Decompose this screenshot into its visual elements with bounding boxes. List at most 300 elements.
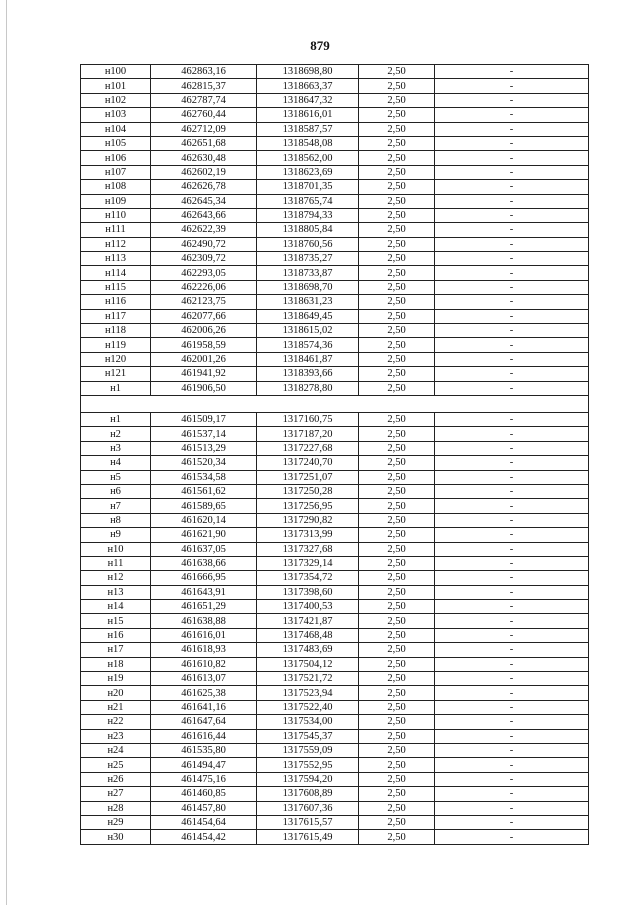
point-name-cell: н29 <box>81 815 151 829</box>
y-coordinate-cell: 1318663,37 <box>257 79 359 93</box>
separator-cell <box>81 395 589 412</box>
table-row <box>81 499 589 513</box>
table-row <box>81 830 589 844</box>
point-name-cell: н105 <box>81 136 151 150</box>
table-row <box>81 108 589 122</box>
y-coordinate-cell: 1317608,89 <box>257 787 359 801</box>
note-cell: - <box>435 93 589 107</box>
x-coordinate-cell: 462712,09 <box>151 122 257 136</box>
note-cell: - <box>435 412 589 426</box>
note-cell: - <box>435 743 589 757</box>
accuracy-cell: 2,50 <box>359 801 435 815</box>
y-coordinate-cell: 1318616,01 <box>257 108 359 122</box>
accuracy-cell: 2,50 <box>359 295 435 309</box>
x-coordinate-cell: 462815,37 <box>151 79 257 93</box>
point-name-cell: н6 <box>81 484 151 498</box>
x-coordinate-cell: 461454,64 <box>151 815 257 829</box>
point-name-cell: н116 <box>81 295 151 309</box>
x-coordinate-cell: 461535,80 <box>151 743 257 757</box>
y-coordinate-cell: 1317534,00 <box>257 715 359 729</box>
point-name-cell: н17 <box>81 643 151 657</box>
accuracy-cell: 2,50 <box>359 165 435 179</box>
accuracy-cell: 2,50 <box>359 772 435 786</box>
x-coordinate-cell: 461454,42 <box>151 830 257 844</box>
accuracy-cell: 2,50 <box>359 815 435 829</box>
y-coordinate-cell: 1317521,72 <box>257 672 359 686</box>
accuracy-cell: 2,50 <box>359 614 435 628</box>
table-row <box>81 427 589 441</box>
note-cell: - <box>435 180 589 194</box>
note-cell: - <box>435 686 589 700</box>
y-coordinate-cell: 1318548,08 <box>257 136 359 150</box>
accuracy-cell: 2,50 <box>359 108 435 122</box>
note-cell: - <box>435 309 589 323</box>
point-name-cell: н8 <box>81 513 151 527</box>
x-coordinate-cell: 461638,88 <box>151 614 257 628</box>
point-name-cell: н110 <box>81 208 151 222</box>
page-edge-line <box>6 0 7 905</box>
y-coordinate-cell: 1317607,36 <box>257 801 359 815</box>
y-coordinate-cell: 1317240,70 <box>257 456 359 470</box>
accuracy-cell: 2,50 <box>359 715 435 729</box>
x-coordinate-cell: 461643,91 <box>151 585 257 599</box>
accuracy-cell: 2,50 <box>359 528 435 542</box>
point-name-cell: н21 <box>81 700 151 714</box>
y-coordinate-cell: 1318574,36 <box>257 338 359 352</box>
x-coordinate-cell: 462626,78 <box>151 180 257 194</box>
y-coordinate-cell: 1317594,20 <box>257 772 359 786</box>
table-row <box>81 513 589 527</box>
point-name-cell: н30 <box>81 830 151 844</box>
accuracy-cell: 2,50 <box>359 787 435 801</box>
accuracy-cell: 2,50 <box>359 600 435 614</box>
point-name-cell: н23 <box>81 729 151 743</box>
point-name-cell: н28 <box>81 801 151 815</box>
point-name-cell: н119 <box>81 338 151 352</box>
table-row <box>81 657 589 671</box>
accuracy-cell: 2,50 <box>359 686 435 700</box>
accuracy-cell: 2,50 <box>359 585 435 599</box>
table-row <box>81 208 589 222</box>
note-cell: - <box>435 700 589 714</box>
x-coordinate-cell: 462643,66 <box>151 208 257 222</box>
accuracy-cell: 2,50 <box>359 412 435 426</box>
note-cell: - <box>435 427 589 441</box>
x-coordinate-cell: 462490,72 <box>151 237 257 251</box>
y-coordinate-cell: 1318647,32 <box>257 93 359 107</box>
note-cell: - <box>435 338 589 352</box>
accuracy-cell: 2,50 <box>359 456 435 470</box>
table-row <box>81 571 589 585</box>
point-name-cell: н1 <box>81 381 151 395</box>
accuracy-cell: 2,50 <box>359 470 435 484</box>
accuracy-cell: 2,50 <box>359 223 435 237</box>
x-coordinate-cell: 462787,74 <box>151 93 257 107</box>
accuracy-cell: 2,50 <box>359 758 435 772</box>
point-name-cell: н18 <box>81 657 151 671</box>
accuracy-cell: 2,50 <box>359 484 435 498</box>
x-coordinate-cell: 461475,16 <box>151 772 257 786</box>
note-cell: - <box>435 787 589 801</box>
y-coordinate-cell: 1318765,74 <box>257 194 359 208</box>
note-cell: - <box>435 801 589 815</box>
table-row <box>81 223 589 237</box>
note-cell: - <box>435 381 589 395</box>
x-coordinate-cell: 462123,75 <box>151 295 257 309</box>
x-coordinate-cell: 461509,17 <box>151 412 257 426</box>
table-row <box>81 614 589 628</box>
accuracy-cell: 2,50 <box>359 427 435 441</box>
note-cell: - <box>435 815 589 829</box>
x-coordinate-cell: 462645,34 <box>151 194 257 208</box>
y-coordinate-cell: 1318698,80 <box>257 65 359 79</box>
note-cell: - <box>435 470 589 484</box>
x-coordinate-cell: 461589,65 <box>151 499 257 513</box>
table-row <box>81 729 589 743</box>
note-cell: - <box>435 441 589 455</box>
point-name-cell: н118 <box>81 324 151 338</box>
note-cell: - <box>435 79 589 93</box>
note-cell: - <box>435 772 589 786</box>
y-coordinate-cell: 1317329,14 <box>257 556 359 570</box>
x-coordinate-cell: 461647,64 <box>151 715 257 729</box>
accuracy-cell: 2,50 <box>359 513 435 527</box>
point-name-cell: н13 <box>81 585 151 599</box>
accuracy-cell: 2,50 <box>359 180 435 194</box>
note-cell: - <box>435 643 589 657</box>
note-cell: - <box>435 614 589 628</box>
y-coordinate-cell: 1317523,94 <box>257 686 359 700</box>
y-coordinate-cell: 1317545,37 <box>257 729 359 743</box>
x-coordinate-cell: 462863,16 <box>151 65 257 79</box>
table-row <box>81 470 589 484</box>
y-coordinate-cell: 1318587,57 <box>257 122 359 136</box>
y-coordinate-cell: 1317615,49 <box>257 830 359 844</box>
accuracy-cell: 2,50 <box>359 542 435 556</box>
table-row <box>81 801 589 815</box>
point-name-cell: н1 <box>81 412 151 426</box>
note-cell: - <box>435 628 589 642</box>
y-coordinate-cell: 1317187,20 <box>257 427 359 441</box>
y-coordinate-cell: 1318461,87 <box>257 352 359 366</box>
point-name-cell: н111 <box>81 223 151 237</box>
accuracy-cell: 2,50 <box>359 122 435 136</box>
point-name-cell: н101 <box>81 79 151 93</box>
table-row <box>81 151 589 165</box>
point-name-cell: н9 <box>81 528 151 542</box>
table-row <box>81 352 589 366</box>
y-coordinate-cell: 1318631,23 <box>257 295 359 309</box>
point-name-cell: н12 <box>81 571 151 585</box>
note-cell: - <box>435 513 589 527</box>
note-cell: - <box>435 571 589 585</box>
point-name-cell: н4 <box>81 456 151 470</box>
note-cell: - <box>435 252 589 266</box>
accuracy-cell: 2,50 <box>359 381 435 395</box>
y-coordinate-cell: 1318562,00 <box>257 151 359 165</box>
x-coordinate-cell: 461618,93 <box>151 643 257 657</box>
note-cell: - <box>435 324 589 338</box>
point-name-cell: н103 <box>81 108 151 122</box>
accuracy-cell: 2,50 <box>359 65 435 79</box>
accuracy-cell: 2,50 <box>359 743 435 757</box>
accuracy-cell: 2,50 <box>359 352 435 366</box>
point-name-cell: н3 <box>81 441 151 455</box>
x-coordinate-cell: 462077,66 <box>151 309 257 323</box>
x-coordinate-cell: 461620,14 <box>151 513 257 527</box>
y-coordinate-cell: 1317504,12 <box>257 657 359 671</box>
y-coordinate-cell: 1318698,70 <box>257 280 359 294</box>
accuracy-cell: 2,50 <box>359 252 435 266</box>
note-cell: - <box>435 600 589 614</box>
point-name-cell: н10 <box>81 542 151 556</box>
point-name-cell: н115 <box>81 280 151 294</box>
note-cell: - <box>435 165 589 179</box>
accuracy-cell: 2,50 <box>359 237 435 251</box>
y-coordinate-cell: 1317227,68 <box>257 441 359 455</box>
point-name-cell: н2 <box>81 427 151 441</box>
y-coordinate-cell: 1317327,68 <box>257 542 359 556</box>
point-name-cell: н100 <box>81 65 151 79</box>
accuracy-cell: 2,50 <box>359 309 435 323</box>
note-cell: - <box>435 122 589 136</box>
table-row <box>81 324 589 338</box>
note-cell: - <box>435 223 589 237</box>
table-row <box>81 309 589 323</box>
point-name-cell: н121 <box>81 367 151 381</box>
accuracy-cell: 2,50 <box>359 151 435 165</box>
note-cell: - <box>435 499 589 513</box>
y-coordinate-cell: 1318733,87 <box>257 266 359 280</box>
table-row <box>81 266 589 280</box>
table-row <box>81 237 589 251</box>
y-coordinate-cell: 1317250,28 <box>257 484 359 498</box>
table-row <box>81 65 589 79</box>
x-coordinate-cell: 462760,44 <box>151 108 257 122</box>
accuracy-cell: 2,50 <box>359 367 435 381</box>
point-name-cell: н15 <box>81 614 151 628</box>
table-row <box>81 295 589 309</box>
point-name-cell: н11 <box>81 556 151 570</box>
table-row <box>81 758 589 772</box>
y-coordinate-cell: 1317421,87 <box>257 614 359 628</box>
y-coordinate-cell: 1317522,40 <box>257 700 359 714</box>
y-coordinate-cell: 1318805,84 <box>257 223 359 237</box>
note-cell: - <box>435 672 589 686</box>
point-name-cell: н114 <box>81 266 151 280</box>
accuracy-cell: 2,50 <box>359 628 435 642</box>
x-coordinate-cell: 461625,38 <box>151 686 257 700</box>
point-name-cell: н112 <box>81 237 151 251</box>
note-cell: - <box>435 280 589 294</box>
y-coordinate-cell: 1318760,56 <box>257 237 359 251</box>
point-name-cell: н27 <box>81 787 151 801</box>
accuracy-cell: 2,50 <box>359 136 435 150</box>
note-cell: - <box>435 729 589 743</box>
table-row <box>81 367 589 381</box>
x-coordinate-cell: 461666,95 <box>151 571 257 585</box>
point-name-cell: н25 <box>81 758 151 772</box>
accuracy-cell: 2,50 <box>359 729 435 743</box>
x-coordinate-cell: 462602,19 <box>151 165 257 179</box>
accuracy-cell: 2,50 <box>359 700 435 714</box>
accuracy-cell: 2,50 <box>359 571 435 585</box>
table-row <box>81 715 589 729</box>
x-coordinate-cell: 461641,16 <box>151 700 257 714</box>
x-coordinate-cell: 461621,90 <box>151 528 257 542</box>
note-cell: - <box>435 484 589 498</box>
note-cell: - <box>435 556 589 570</box>
y-coordinate-cell: 1317256,95 <box>257 499 359 513</box>
y-coordinate-cell: 1318649,45 <box>257 309 359 323</box>
table-row <box>81 600 589 614</box>
point-name-cell: н120 <box>81 352 151 366</box>
table-row <box>81 815 589 829</box>
point-name-cell: н108 <box>81 180 151 194</box>
table-row <box>81 165 589 179</box>
note-cell: - <box>435 715 589 729</box>
note-cell: - <box>435 65 589 79</box>
accuracy-cell: 2,50 <box>359 266 435 280</box>
point-name-cell: н106 <box>81 151 151 165</box>
table-row <box>81 441 589 455</box>
y-coordinate-cell: 1317313,99 <box>257 528 359 542</box>
table-row <box>81 686 589 700</box>
table-row <box>81 180 589 194</box>
x-coordinate-cell: 461561,62 <box>151 484 257 498</box>
accuracy-cell: 2,50 <box>359 672 435 686</box>
table-row <box>81 556 589 570</box>
point-name-cell: н102 <box>81 93 151 107</box>
table-row <box>81 672 589 686</box>
point-name-cell: н5 <box>81 470 151 484</box>
accuracy-cell: 2,50 <box>359 324 435 338</box>
point-name-cell: н7 <box>81 499 151 513</box>
table-row <box>81 484 589 498</box>
table-row <box>81 280 589 294</box>
page-number: 879 <box>310 38 330 53</box>
point-name-cell: н20 <box>81 686 151 700</box>
y-coordinate-cell: 1318701,35 <box>257 180 359 194</box>
x-coordinate-cell: 461537,14 <box>151 427 257 441</box>
accuracy-cell: 2,50 <box>359 643 435 657</box>
table-row <box>81 585 589 599</box>
point-name-cell: н104 <box>81 122 151 136</box>
y-coordinate-cell: 1318623,69 <box>257 165 359 179</box>
note-cell: - <box>435 136 589 150</box>
x-coordinate-cell: 461534,58 <box>151 470 257 484</box>
table-row <box>81 194 589 208</box>
table-row <box>81 787 589 801</box>
note-cell: - <box>435 528 589 542</box>
y-coordinate-cell: 1317290,82 <box>257 513 359 527</box>
note-cell: - <box>435 352 589 366</box>
note-cell: - <box>435 208 589 222</box>
note-cell: - <box>435 585 589 599</box>
accuracy-cell: 2,50 <box>359 830 435 844</box>
y-coordinate-cell: 1318278,80 <box>257 381 359 395</box>
table-row <box>81 456 589 470</box>
table-row <box>81 79 589 93</box>
table-row <box>81 743 589 757</box>
coordinates-table <box>80 64 589 845</box>
x-coordinate-cell: 461494,47 <box>151 758 257 772</box>
y-coordinate-cell: 1318615,02 <box>257 324 359 338</box>
x-coordinate-cell: 461958,59 <box>151 338 257 352</box>
table-row <box>81 643 589 657</box>
accuracy-cell: 2,50 <box>359 338 435 352</box>
x-coordinate-cell: 461941,92 <box>151 367 257 381</box>
y-coordinate-cell: 1317160,75 <box>257 412 359 426</box>
x-coordinate-cell: 462622,39 <box>151 223 257 237</box>
x-coordinate-cell: 461906,50 <box>151 381 257 395</box>
note-cell: - <box>435 657 589 671</box>
point-name-cell: н107 <box>81 165 151 179</box>
x-coordinate-cell: 461610,82 <box>151 657 257 671</box>
note-cell: - <box>435 266 589 280</box>
x-coordinate-cell: 461638,66 <box>151 556 257 570</box>
y-coordinate-cell: 1317468,48 <box>257 628 359 642</box>
table-row <box>81 628 589 642</box>
note-cell: - <box>435 367 589 381</box>
table-row <box>81 93 589 107</box>
note-cell: - <box>435 237 589 251</box>
x-coordinate-cell: 462651,68 <box>151 136 257 150</box>
accuracy-cell: 2,50 <box>359 208 435 222</box>
y-coordinate-cell: 1317615,57 <box>257 815 359 829</box>
point-name-cell: н26 <box>81 772 151 786</box>
x-coordinate-cell: 462309,72 <box>151 252 257 266</box>
y-coordinate-cell: 1318794,33 <box>257 208 359 222</box>
x-coordinate-cell: 462226,06 <box>151 280 257 294</box>
y-coordinate-cell: 1318393,66 <box>257 367 359 381</box>
x-coordinate-cell: 462293,05 <box>151 266 257 280</box>
table-row <box>81 122 589 136</box>
table-row <box>81 252 589 266</box>
accuracy-cell: 2,50 <box>359 194 435 208</box>
point-name-cell: н14 <box>81 600 151 614</box>
x-coordinate-cell: 461457,80 <box>151 801 257 815</box>
table-row <box>81 412 589 426</box>
note-cell: - <box>435 151 589 165</box>
note-cell: - <box>435 542 589 556</box>
table-row <box>81 381 589 395</box>
accuracy-cell: 2,50 <box>359 556 435 570</box>
note-cell: - <box>435 194 589 208</box>
point-name-cell: н113 <box>81 252 151 266</box>
accuracy-cell: 2,50 <box>359 441 435 455</box>
table-row <box>81 700 589 714</box>
accuracy-cell: 2,50 <box>359 499 435 513</box>
x-coordinate-cell: 461513,29 <box>151 441 257 455</box>
x-coordinate-cell: 462630,48 <box>151 151 257 165</box>
note-cell: - <box>435 295 589 309</box>
table-row <box>81 528 589 542</box>
y-coordinate-cell: 1317354,72 <box>257 571 359 585</box>
y-coordinate-cell: 1317559,09 <box>257 743 359 757</box>
point-name-cell: н22 <box>81 715 151 729</box>
point-name-cell: н117 <box>81 309 151 323</box>
table-row <box>81 136 589 150</box>
table-row <box>81 542 589 556</box>
table-row <box>81 772 589 786</box>
x-coordinate-cell: 461613,07 <box>151 672 257 686</box>
note-cell: - <box>435 758 589 772</box>
y-coordinate-cell: 1317552,95 <box>257 758 359 772</box>
x-coordinate-cell: 461616,44 <box>151 729 257 743</box>
table-row <box>81 338 589 352</box>
x-coordinate-cell: 461616,01 <box>151 628 257 642</box>
